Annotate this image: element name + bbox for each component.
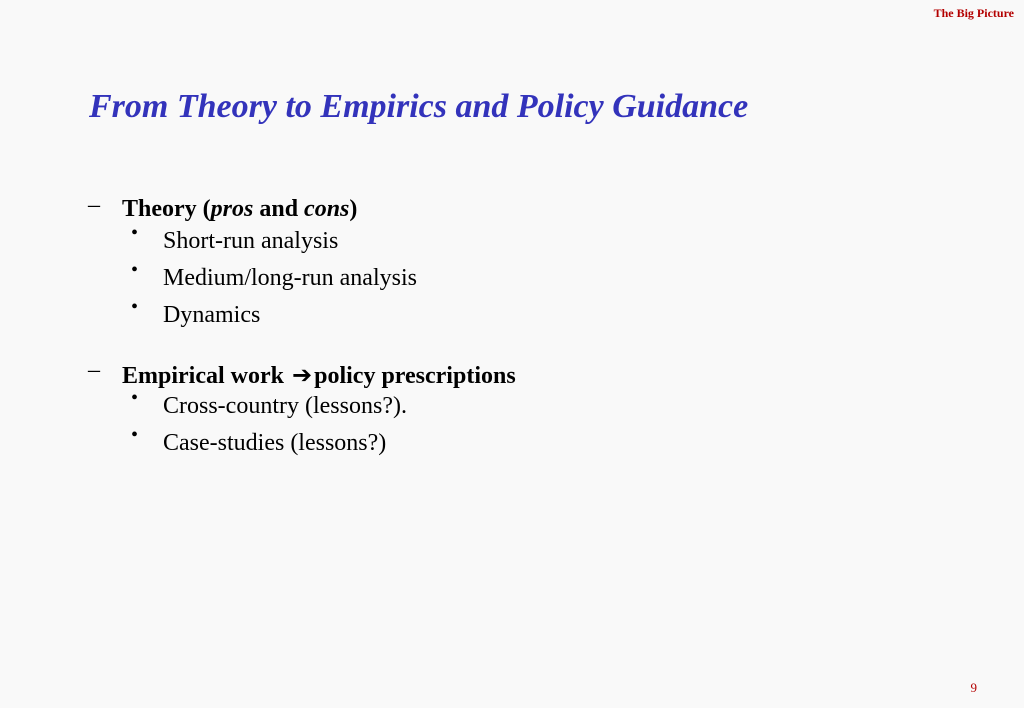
bullet-marker: • bbox=[131, 296, 139, 318]
text-run: policy prescriptions bbox=[314, 363, 516, 389]
text-run: Theory ( bbox=[122, 196, 211, 222]
sub-list-item-text: Cross-country (lessons?). bbox=[163, 393, 407, 419]
text-run: Empirical work bbox=[122, 363, 284, 389]
bullet-marker: • bbox=[131, 387, 139, 409]
slide-title: From Theory to Empirics and Policy Guidance bbox=[89, 88, 749, 125]
list-item-text bbox=[122, 196, 357, 223]
text-run: ) bbox=[349, 196, 358, 222]
bullet-marker: • bbox=[131, 222, 139, 244]
sub-list-item-text: Short-run analysis bbox=[163, 228, 339, 254]
sub-list-item-text: Dynamics bbox=[163, 302, 261, 328]
page-number: 9 bbox=[970, 680, 977, 695]
dash-marker: – bbox=[88, 357, 100, 383]
arrow-right-icon: ➔ bbox=[292, 361, 313, 389]
bullet-marker: • bbox=[131, 424, 139, 446]
dash-marker: – bbox=[88, 192, 100, 218]
bullet-marker: • bbox=[131, 259, 139, 281]
emphasis-cons: cons bbox=[304, 196, 350, 222]
text-run: and bbox=[253, 196, 305, 222]
section-label: The Big Picture bbox=[933, 6, 1014, 20]
emphasis-pros: pros bbox=[210, 196, 254, 222]
list-item-text bbox=[122, 361, 516, 390]
sub-list-item-text: Case-studies (lessons?) bbox=[163, 430, 387, 456]
sub-list-item-text: Medium/long-run analysis bbox=[163, 265, 417, 291]
